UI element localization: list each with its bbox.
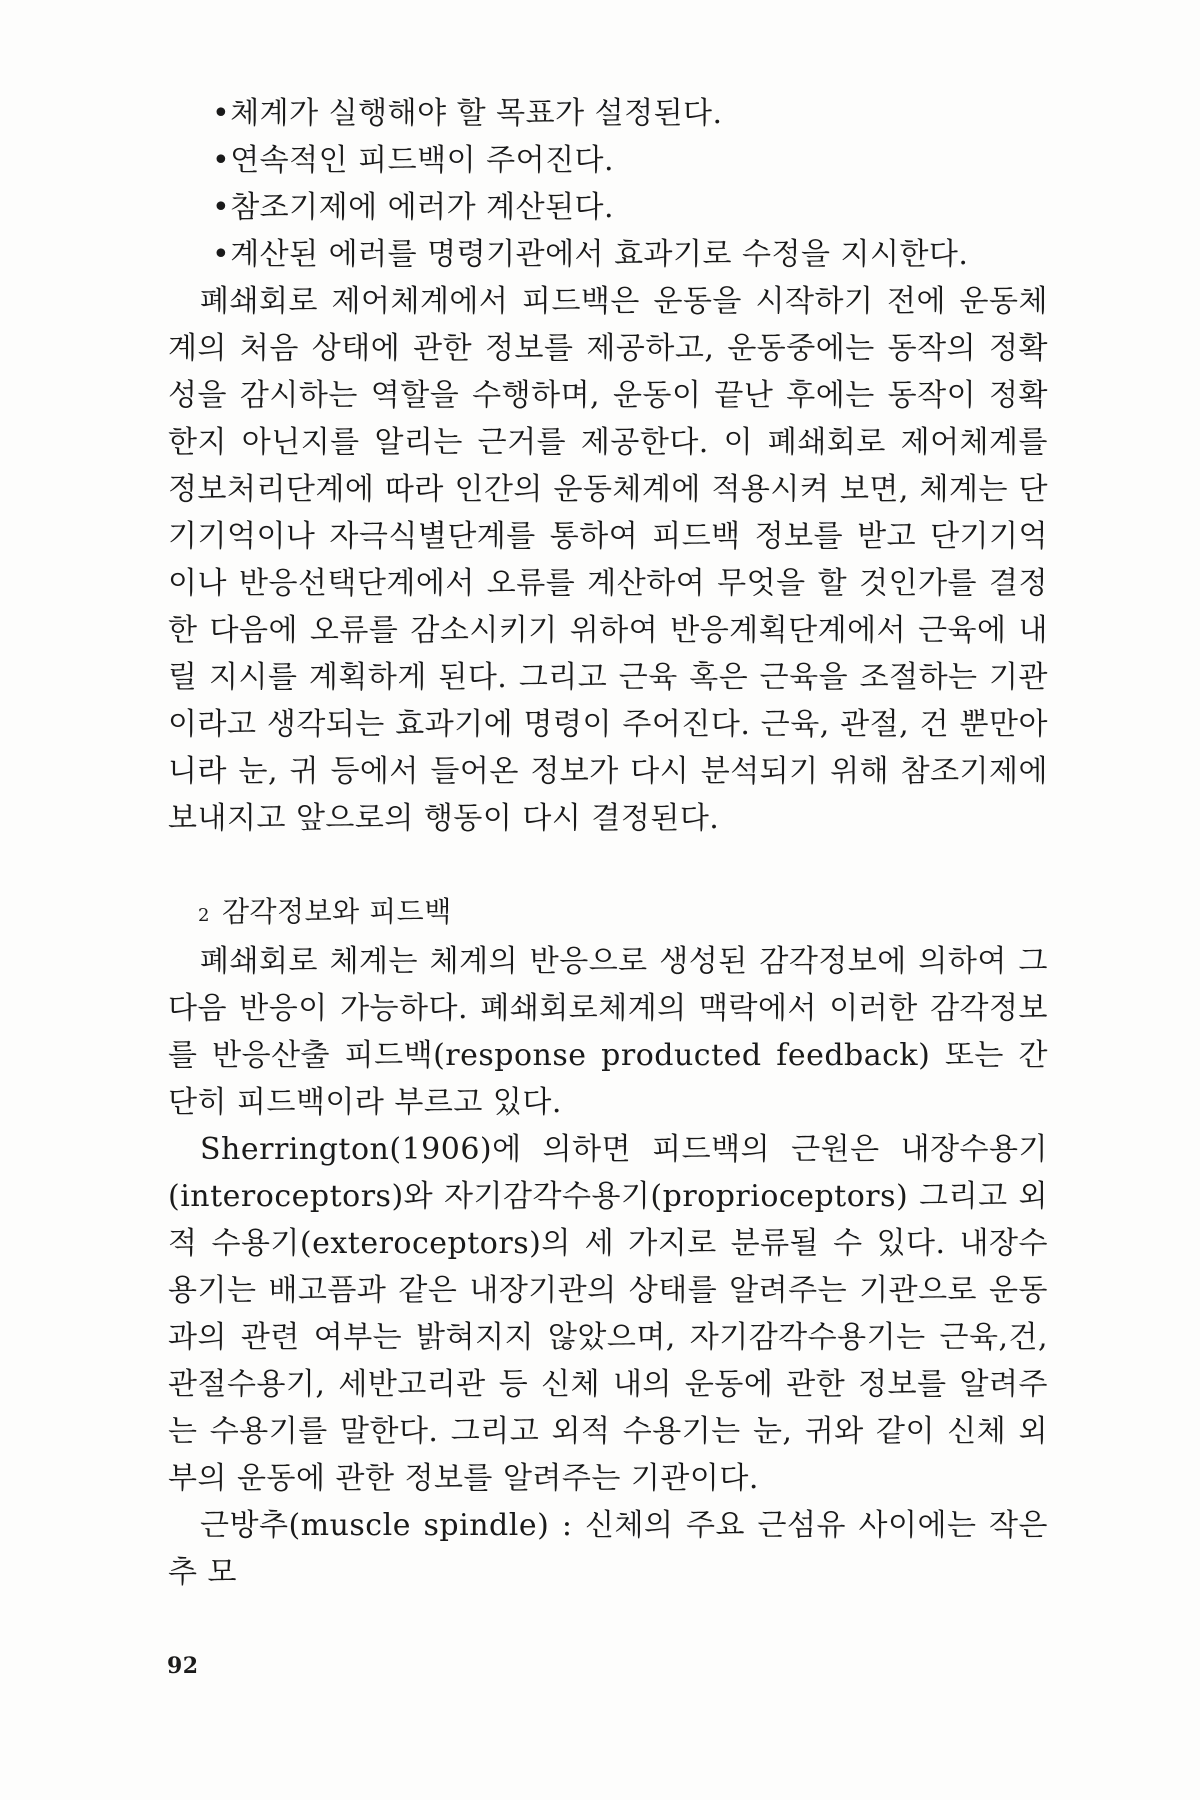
lower-text-block (168, 890, 1048, 1596)
page-number: 92 (167, 1653, 199, 1679)
bullet-item: •체계가 실행해야 할 목표가 설정된다. (212, 96, 723, 131)
paragraph-closed-loop-control: 폐쇄회로 제어체계에서 피드백은 운동을 시작하기 전에 운동체계의 처음 상태에 관한 정보를 제공하고, 운동중에는 동작의 정확성을 감시하는 역할을 수행하며, 운동이 끝난 후에는 동작이 정확한지 아닌지를 알리는 근거를 제공한다. 이 폐쇄회로 제어체계를 정보처리단계에 따라 인간의 운동체계에 적용시켜 보면, 체계는 단기기억이나 자극식별단계를 통하여 피드백 정보를 받고 단기기억이나 반응선택단계에서 오류를 계산하여 무엇을 할 것인가를 결정한 다음에 오류를 감소시키기 위하여 반응계획단계에서 근육에 내릴 지시를 계획하게 된다. 그리고 근육 혹은 근육을 조절하는 기관이라고 생각되는 효과기에 명령이 주어진다. 근육, 관절, 건 뿐만아니라 눈, 귀 등에서 들어온 정보가 다시 분석되기 위해 참조기제에 보내지고 앞으로의 행동이 다시 결정된다. (168, 284, 1048, 836)
bullet-item: •연속적인 피드백이 주어진다. (212, 143, 615, 178)
bullet-item: •참조기제에 에러가 계산된다. (212, 190, 615, 225)
section-title: 감각정보와 피드백 (221, 895, 452, 928)
paragraph-sherrington: Sherrington(1906)에 의하면 피드백의 근원은 내장수용기(interoceptors)와 자기감각수용기(proprioceptors) 그리고 외적 수용기(exteroceptors)의 세 가지로 분류될 수 있다. 내장수용기는 배고픔과 같은 내장기관의 상태를 알려주는 기관으로 운동과의 관련 여부는 밝혀지지 않았으며, 자기감각수용기는 근육,건, 관절수용기, 세반고리관 등 신체 내의 운동에 관한 정보를 알려주는 수용기를 말한다. 그리고 외적 수용기는 눈, 귀와 같이 신체 외부의 운동에 관한 정보를 알려주는 기관이다. (168, 1132, 1048, 1496)
upper-text-block (168, 90, 1048, 842)
bullet-list (168, 90, 1048, 278)
bullet-item: •계산된 에러를 명령기관에서 효과기로 수정을 지시한다. (212, 237, 969, 272)
section-number: 2 (198, 905, 210, 926)
paragraph-muscle-spindle: 근방추(muscle spindle) : 신체의 주요 근섬유 사이에는 작은 추 모 (168, 1508, 1048, 1590)
section-heading (168, 890, 1048, 938)
paragraph-sensory-feedback: 폐쇄회로 체계는 체계의 반응으로 생성된 감각정보에 의하여 그 다음 반응이 가능하다. 폐쇄회로체계의 맥락에서 이러한 감각정보를 반응산출 피드백(response producted feedback) 또는 간단히 피드백이라 부르고 있다. (168, 944, 1048, 1120)
